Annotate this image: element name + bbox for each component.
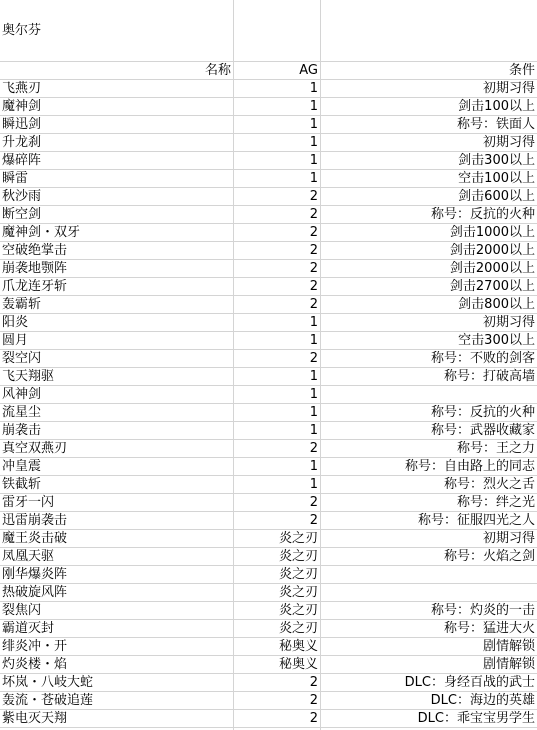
name-cell[interactable]: 瞬迅剑 (2, 117, 42, 132)
table-row (0, 692, 537, 710)
cond-cell[interactable]: 称号：王之力 (456, 441, 535, 456)
name-cell[interactable]: 轰流・苍破追莲 (2, 693, 94, 708)
table-row (0, 710, 537, 728)
cond-cell[interactable]: 称号：铁面人 (456, 117, 535, 132)
ag-cell[interactable]: 2 (309, 675, 318, 690)
cond-cell[interactable]: DLC：海边的英雄 (430, 693, 535, 708)
cond-cell[interactable]: 空击300以上 (458, 333, 535, 348)
ag-cell[interactable]: 炎之刃 (278, 531, 318, 546)
ag-cell[interactable]: 1 (309, 405, 318, 420)
table-row (0, 224, 537, 242)
title-row (0, 0, 537, 62)
name-cell[interactable]: 魔神剑 (2, 99, 42, 114)
name-cell[interactable]: 冲皇震 (2, 459, 42, 474)
header-name-cell[interactable]: 名称 (204, 63, 231, 78)
ag-cell[interactable]: 1 (309, 117, 318, 132)
table-row (0, 512, 537, 530)
name-cell[interactable]: 魔神剑・双牙 (2, 225, 81, 240)
name-cell[interactable]: 飞天翔驱 (2, 369, 55, 384)
ag-cell[interactable]: 2 (309, 279, 318, 294)
ag-cell[interactable]: 2 (309, 189, 318, 204)
ag-cell[interactable]: 2 (309, 441, 318, 456)
name-cell[interactable]: 雷牙一闪 (2, 495, 55, 510)
name-cell[interactable]: 崩袭击 (2, 423, 42, 438)
table-row (0, 530, 537, 548)
name-cell[interactable]: 爆碎阵 (2, 153, 42, 168)
table-row (0, 134, 537, 152)
ag-cell[interactable]: 2 (309, 693, 318, 708)
cond-cell[interactable] (321, 386, 537, 403)
table-row (0, 332, 537, 350)
table-row (0, 206, 537, 224)
name-cell[interactable]: 热破旋风阵 (2, 585, 68, 600)
table-row (0, 152, 537, 170)
cond-cell[interactable]: 称号：烈火之舌 (443, 477, 535, 492)
column-divider (320, 0, 321, 730)
cond-cell[interactable]: 称号：灼炎的一击 (430, 603, 535, 618)
name-cell[interactable]: 爪龙连牙斩 (2, 279, 68, 294)
table-row (0, 296, 537, 314)
table-row (0, 422, 537, 440)
ag-cell[interactable]: 1 (309, 369, 318, 384)
cond-cell[interactable]: 剧情解锁 (482, 657, 535, 672)
cond-cell[interactable]: 剑击2000以上 (449, 261, 535, 276)
ag-cell[interactable]: 1 (309, 153, 318, 168)
ag-cell[interactable]: 炎之刃 (278, 603, 318, 618)
cond-cell[interactable]: 初期习得 (482, 315, 535, 330)
ag-cell[interactable]: 1 (309, 99, 318, 114)
cond-cell[interactable]: 称号：不败的剑客 (430, 351, 535, 366)
ag-cell[interactable]: 2 (309, 243, 318, 258)
ag-cell[interactable]: 1 (309, 135, 318, 150)
name-cell[interactable]: 霸道灭封 (2, 621, 55, 636)
cond-cell[interactable]: 初期习得 (482, 531, 535, 546)
cond-cell[interactable]: 初期习得 (482, 81, 535, 96)
name-cell[interactable]: 迅雷崩袭击 (2, 513, 68, 528)
name-cell[interactable]: 秋沙雨 (2, 189, 42, 204)
ag-cell[interactable]: 1 (309, 333, 318, 348)
table-row (0, 260, 537, 278)
name-cell[interactable]: 瞬雷 (2, 171, 29, 186)
table-row (0, 476, 537, 494)
name-cell[interactable]: 升龙刹 (2, 135, 42, 150)
sheet-title-cell[interactable]: 奥尔芬 (2, 23, 42, 38)
name-cell[interactable]: 圆月 (2, 333, 29, 348)
cond-cell[interactable]: 剧情解锁 (482, 639, 535, 654)
table-row (0, 674, 537, 692)
cond-cell[interactable]: 剑击600以上 (458, 189, 535, 204)
name-cell[interactable]: 凤凰天驱 (2, 549, 55, 564)
table-row (0, 314, 537, 332)
name-cell[interactable]: 阳炎 (2, 315, 29, 330)
table-row (0, 620, 537, 638)
table-row (0, 116, 537, 134)
ag-cell[interactable]: 2 (309, 261, 318, 276)
ag-cell[interactable]: 1 (309, 459, 318, 474)
header-ag-cell[interactable]: AG (299, 63, 318, 78)
name-cell[interactable]: 刚华爆炎阵 (2, 567, 68, 582)
ag-cell[interactable]: 1 (309, 171, 318, 186)
cond-cell[interactable]: DLC：身经百战的武士 (404, 675, 535, 690)
name-cell[interactable]: 裂焦闪 (2, 603, 42, 618)
table-row (0, 584, 537, 602)
table-row (0, 548, 537, 566)
cond-cell[interactable]: 初期习得 (482, 135, 535, 150)
name-cell[interactable]: 铁截斩 (2, 477, 42, 492)
table-row (0, 656, 537, 674)
table-row (0, 368, 537, 386)
ag-cell[interactable]: 炎之刃 (278, 567, 318, 582)
name-cell[interactable]: 崩袭地颚阵 (2, 261, 68, 276)
name-cell[interactable]: 绯炎冲・开 (2, 639, 68, 654)
cond-cell[interactable]: 剑击1000以上 (449, 225, 535, 240)
table-row (0, 278, 537, 296)
ag-cell[interactable]: 1 (309, 81, 318, 96)
cond-cell[interactable]: 称号：绊之光 (456, 495, 535, 510)
table-row (0, 242, 537, 260)
name-cell[interactable]: 坏岚・八岐大蛇 (2, 675, 94, 690)
name-cell[interactable]: 真空双燕刃 (2, 441, 68, 456)
name-cell[interactable]: 空破绝掌击 (2, 243, 68, 258)
cond-cell[interactable]: 称号：武器收藏家 (430, 423, 535, 438)
cond-cell[interactable]: 空击100以上 (458, 171, 535, 186)
table-row (0, 566, 537, 584)
ag-cell[interactable]: 1 (309, 477, 318, 492)
table-row (0, 98, 537, 116)
ag-cell[interactable]: 炎之刃 (278, 549, 318, 564)
cond-cell[interactable] (321, 584, 537, 601)
ag-cell[interactable]: 2 (309, 351, 318, 366)
name-cell[interactable]: 飞燕刃 (2, 81, 42, 96)
table-row (0, 386, 537, 404)
cond-cell[interactable]: 剑击2000以上 (449, 243, 535, 258)
cond-cell[interactable]: 称号：征服四光之人 (417, 513, 535, 528)
name-cell[interactable]: 紫电灭天翔 (2, 711, 68, 726)
cond-cell[interactable]: 称号：打破高墙 (443, 369, 535, 384)
ag-cell[interactable]: 2 (309, 297, 318, 312)
table-row (0, 440, 537, 458)
table-row (0, 350, 537, 368)
table-row (0, 170, 537, 188)
header-cond-cell[interactable]: 条件 (508, 63, 535, 78)
name-cell[interactable]: 流星尘 (2, 405, 42, 420)
cond-cell[interactable]: DLC：乖宝宝男学生 (417, 711, 535, 726)
header-row (0, 62, 537, 80)
ag-cell[interactable]: 1 (309, 315, 318, 330)
ag-cell[interactable]: 炎之刃 (278, 621, 318, 636)
ag-cell[interactable]: 2 (309, 711, 318, 726)
ag-cell[interactable]: 1 (309, 387, 318, 402)
table-row (0, 80, 537, 98)
cond-cell[interactable]: 剑击2700以上 (449, 279, 535, 294)
ag-cell[interactable]: 2 (309, 207, 318, 222)
ag-cell[interactable]: 2 (309, 225, 318, 240)
ag-cell[interactable]: 秘奥义 (278, 657, 318, 672)
table-row (0, 188, 537, 206)
table-row (0, 404, 537, 422)
ag-cell[interactable]: 2 (309, 513, 318, 528)
table-row (0, 458, 537, 476)
cond-cell[interactable] (321, 566, 537, 583)
table-row (0, 638, 537, 656)
cond-cell[interactable]: 剑击300以上 (458, 153, 535, 168)
ag-cell[interactable]: 炎之刃 (278, 585, 318, 600)
name-cell[interactable]: 魔王炎击破 (2, 531, 68, 546)
name-cell[interactable]: 风神剑 (2, 387, 42, 402)
cond-cell[interactable]: 称号：反抗的火种 (430, 207, 535, 222)
cond-cell[interactable]: 称号：火焰之剑 (443, 549, 535, 564)
ag-cell[interactable]: 1 (309, 423, 318, 438)
cond-cell[interactable]: 称号：反抗的火种 (430, 405, 535, 420)
ag-cell[interactable]: 2 (309, 495, 318, 510)
cond-cell[interactable]: 剑击100以上 (458, 99, 535, 114)
cond-cell[interactable]: 称号：自由路上的同志 (404, 459, 535, 474)
table-row (0, 494, 537, 512)
cond-cell[interactable]: 称号：猛进大火 (443, 621, 535, 636)
column-divider (233, 0, 234, 730)
name-cell[interactable]: 灼炎楼・焰 (2, 657, 68, 672)
table-row (0, 602, 537, 620)
cond-cell[interactable]: 剑击800以上 (458, 297, 535, 312)
name-cell[interactable]: 裂空闪 (2, 351, 42, 366)
ag-cell[interactable]: 秘奥义 (278, 639, 318, 654)
name-cell[interactable]: 断空剑 (2, 207, 42, 222)
name-cell[interactable]: 轰霸斩 (2, 297, 42, 312)
